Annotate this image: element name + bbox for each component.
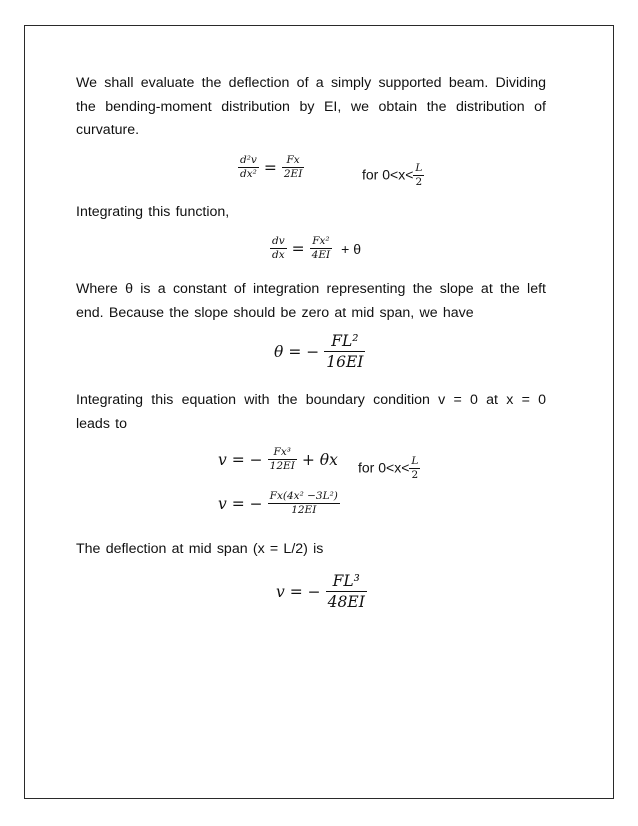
eq4-cond-numerator: L (409, 455, 420, 469)
eq2-lhs-numerator: dv (270, 235, 287, 249)
eq2-lhs-denominator: dx (272, 249, 285, 262)
eq2-rhs-denominator: 4EI (311, 249, 331, 262)
eq1-cond-denominator: 2 (415, 176, 423, 189)
eq1-cond-numerator: L (413, 162, 424, 176)
integrating-paragraph: Integrating this function, (76, 204, 230, 220)
midspan-paragraph: The deflection at mid span (x = L/2) is (76, 541, 324, 557)
slope-equation: $\frac{dv}{dx}$ = $\frac{\text{Fx²}}{4EI}$ + θ (272, 235, 362, 262)
eq4-condition (358, 455, 420, 483)
midspan-deflection-equation: v = − $\frac{\text{FL³}}{48EI}$ (276, 572, 365, 612)
curvature-equation: $\frac{\text{d²v}}{\text{dx²}}$ = $\frac{Fx}{2EI}$ (240, 154, 303, 181)
eq1-lhs-numerator: d²v (238, 154, 259, 168)
boundary-paragraph: Integrating this equation with the boundary condition v = 0 at x = 0 leads to (76, 392, 546, 432)
theta-equation: θ = − $\frac{\text{FL²}}{16EI}$ (274, 332, 364, 372)
eq4-cond-denominator: 2 (411, 469, 419, 482)
eq3-rhs-denominator: 16EI (326, 353, 364, 372)
eq3-lhs: θ (274, 343, 284, 362)
eq4-rhs-denominator: 12EI (269, 460, 295, 473)
eq1-rhs-numerator: Fx (282, 154, 305, 168)
eq1-lhs-denominator: dx² (240, 168, 257, 181)
deflection-equation: v = − $\frac{\text{Fx³}}{12EI}$ + θx (218, 446, 338, 473)
eq4-tail: + θx (301, 450, 338, 469)
eq2-tail: + θ (341, 240, 362, 257)
intro-paragraph: We shall evaluate the deflection of a simply supported beam. Dividing the bending-moment distribution by EI, we obtain the distribution of curvature. (76, 75, 546, 138)
constant-paragraph: Where θ is a constant of integration representing the slope at the left end. Because the slope should be zero at mid span, we have (76, 281, 546, 321)
eq4-condition-text: for 0<x< (358, 459, 410, 476)
eq1-condition-text: for 0<x< (362, 166, 414, 183)
eq3-rhs-numerator: FL² (324, 332, 365, 352)
eq5-lhs: v (218, 494, 227, 513)
eq1-rhs-denominator: 2EI (283, 168, 303, 181)
eq4-rhs-numerator: Fx³ (268, 446, 297, 460)
eq6-rhs-denominator: 48EI (327, 593, 365, 612)
deflection-expanded-equation: v = − $\frac{\text{Fx(4x² −3L²)}}{12EI}$ (218, 490, 338, 517)
eq5-rhs-numerator: Fx(4x² −3L²) (268, 490, 340, 504)
eq6-lhs: v (276, 583, 285, 602)
eq2-rhs-numerator: Fx² (310, 235, 333, 249)
eq1-condition (362, 162, 424, 190)
eq4-lhs: v (218, 450, 227, 469)
eq6-rhs-numerator: FL³ (326, 572, 367, 592)
eq5-rhs-denominator: 12EI (291, 504, 317, 517)
